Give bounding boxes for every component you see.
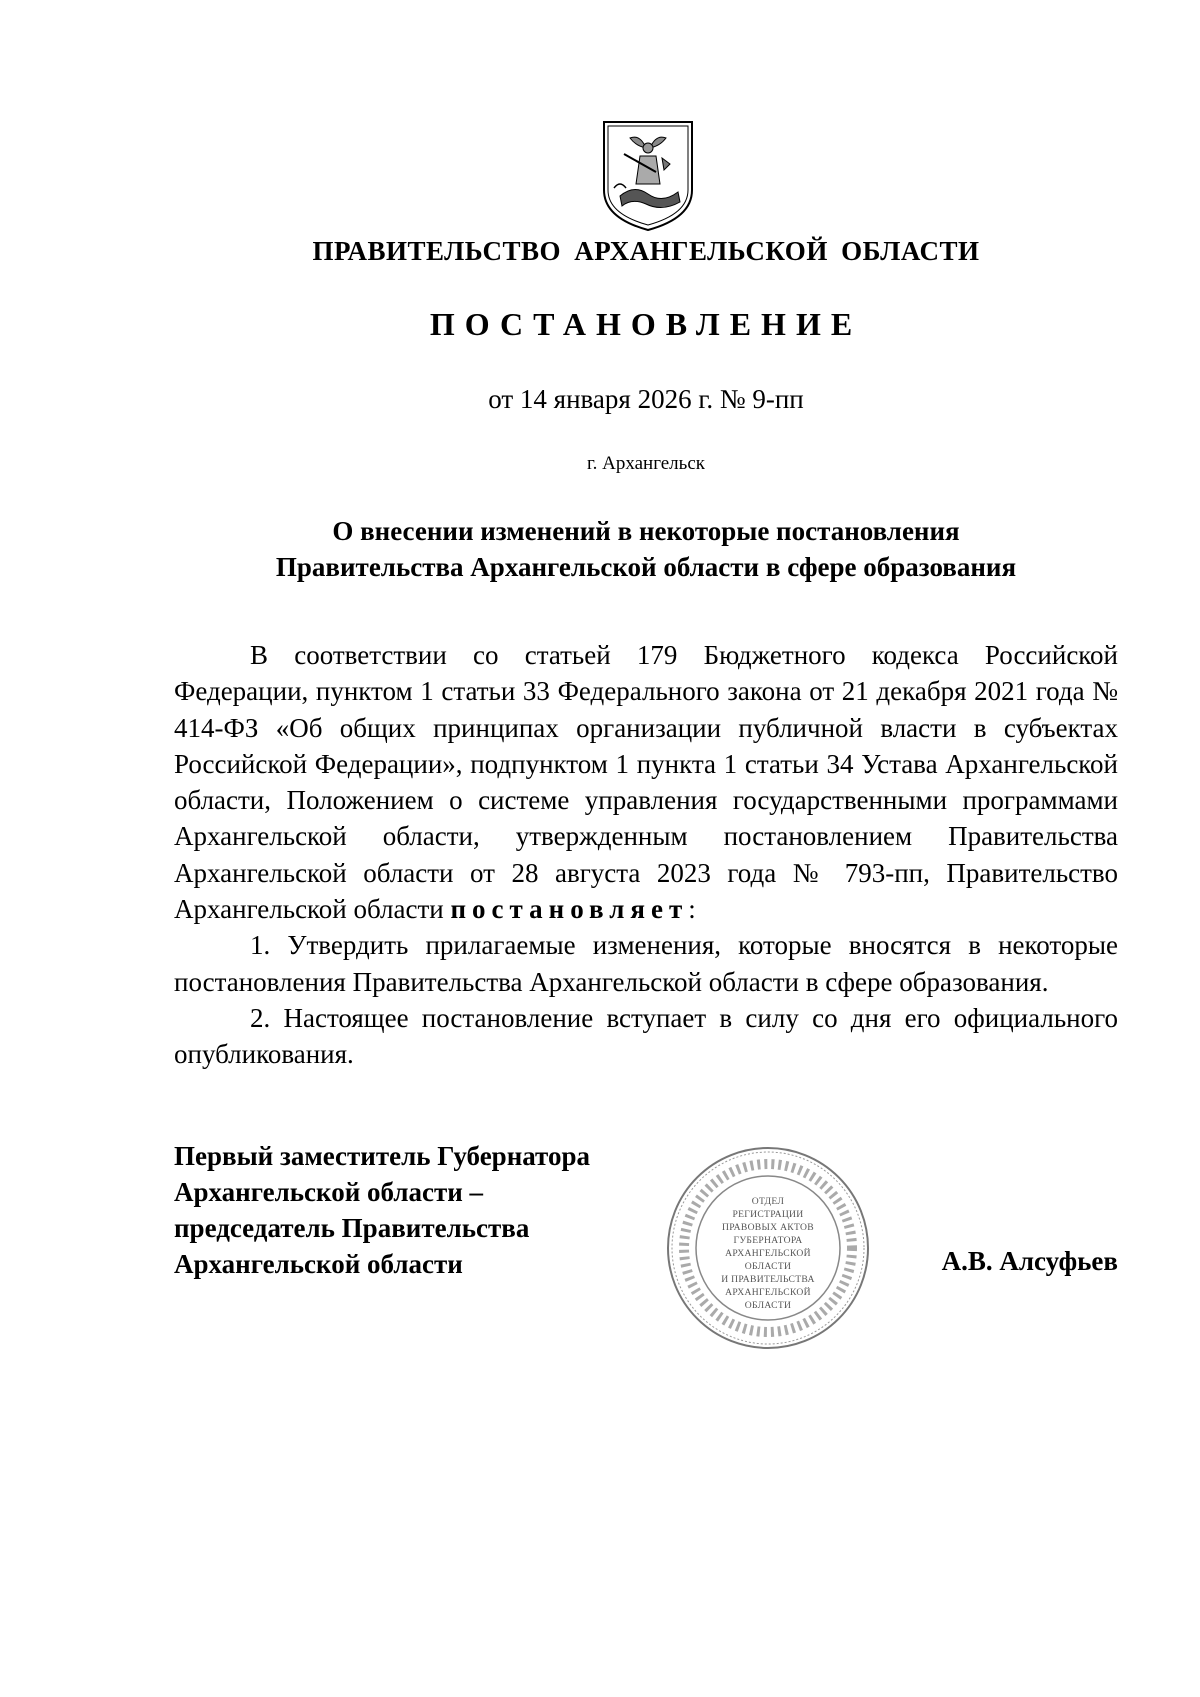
coat-of-arms-icon [600, 118, 696, 234]
government-title: ПРАВИТЕЛЬСТВО АРХАНГЕЛЬСКОЙ ОБЛАСТИ [312, 236, 980, 266]
seal-line: РЕГИСТРАЦИИ [732, 1209, 804, 1220]
seal-line: ОТДЕЛ [751, 1196, 785, 1207]
document-body [174, 637, 1118, 1073]
seal-line: ОБЛАСТИ [744, 1300, 792, 1311]
coat-of-arms-shield-icon [600, 118, 696, 234]
resolves-word: постановляет [450, 894, 689, 925]
seal-line: АРХАНГЕЛЬСКОЙ [725, 1248, 811, 1259]
seal-line: ОБЛАСТИ [744, 1261, 792, 1272]
item-1-paragraph: 1. Утвердить прилагаемые изменения, которые вносятся в некоторые постановления Правительства Архангельской области в сфере образования. [174, 930, 1118, 997]
seal-inscription [703, 1195, 833, 1312]
seal-line: И ПРАВИТЕЛЬСТВА [721, 1274, 815, 1285]
signatory-position-line: Архангельской области – [174, 1177, 484, 1207]
preamble-paragraph [174, 637, 1118, 927]
signatory-position-line: Архангельской области [174, 1249, 463, 1279]
official-seal-stamp [663, 1143, 873, 1353]
subject-line-1: О внесении изменений в некоторые постановления [332, 516, 960, 546]
seal-line: ГУБЕРНАТОРА [733, 1235, 803, 1246]
document-subject [0, 513, 1200, 585]
seal-line: ПРАВОВЫХ АКТОВ [722, 1222, 814, 1233]
document-city: г. Архангельск [586, 453, 705, 474]
signatory-position-line: Первый заместитель Губернатора [174, 1141, 590, 1171]
item-2-paragraph: 2. Настоящее постановление вступает в силу со дня его официального опубликования. [174, 1002, 1118, 1070]
document-type-title: ПОСТАНОВЛЕНИЕ [429, 306, 863, 342]
preamble-text: В соответствии со статьей 179 Бюджетного кодекса Российской Федерации, пунктом 1 статьи 33 Федерального закона от 21 декабря 2021 года № 414-ФЗ «Об общих принципах организации публичной власти в субъектах Российской Федерации», подпунктом 1 пункта 1 статьи 34 Устава Архангельской области, Положением о системе управления государственными программами Архангельской области, утвержденным постановлением Правительства Архангельской области от 28 августа 2023 года № 793-пп, Правительство Архангельской области [174, 640, 1118, 925]
subject-line-2: Правительства Архангельской области в сфере образования [275, 552, 1017, 582]
signatory-name: А.В. Алсуфьев [941, 1246, 1118, 1276]
document-date-number: от 14 января 2026 г. № 9-пп [488, 384, 804, 414]
signatory-position-line: председатель Правительства [174, 1213, 530, 1243]
signatory-position [174, 1138, 590, 1282]
resolves-colon: : [688, 894, 696, 925]
seal-line: АРХАНГЕЛЬСКОЙ [725, 1287, 811, 1298]
